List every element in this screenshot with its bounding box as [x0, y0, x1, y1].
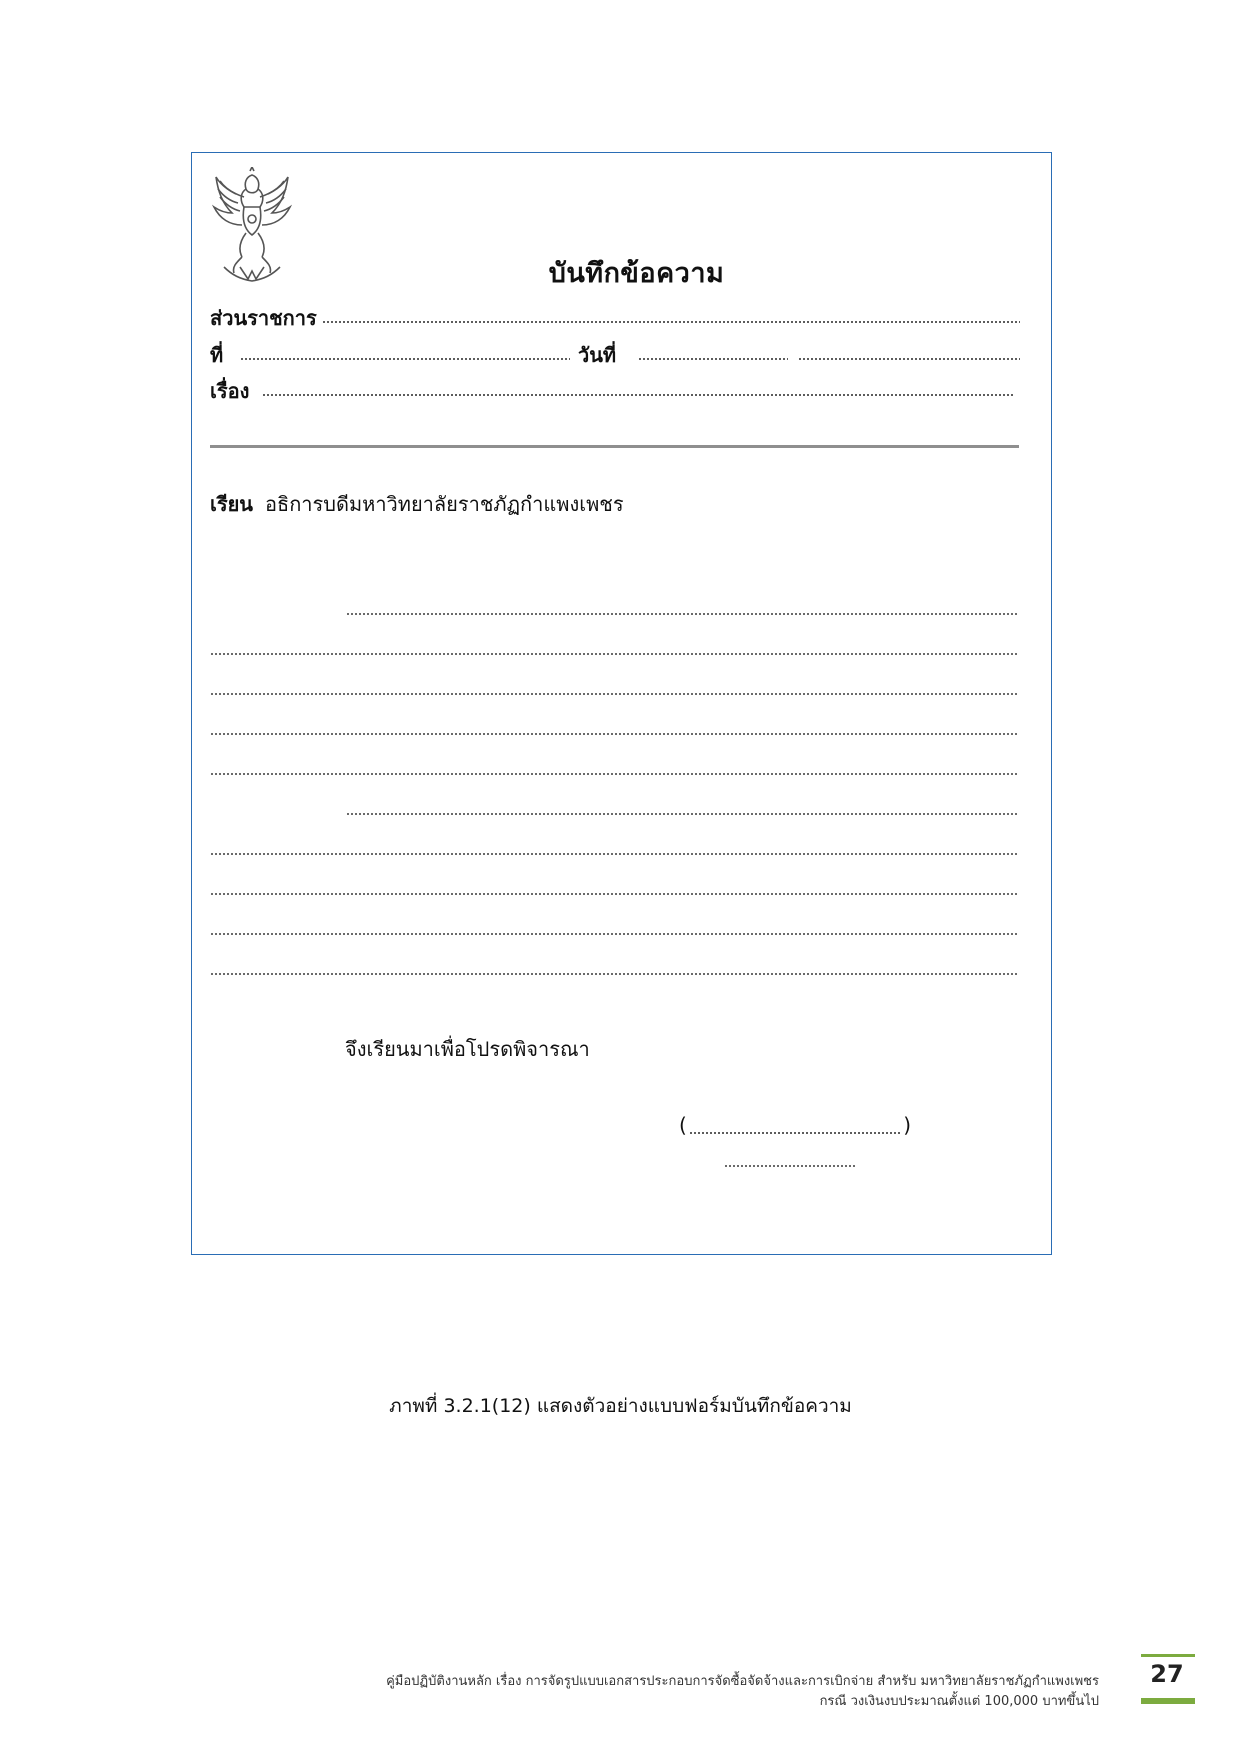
- department-label: ส่วนราชการ: [210, 306, 317, 330]
- subject-row: [210, 375, 1015, 405]
- salutation-label: เรียน: [210, 492, 253, 516]
- body-dotted-line: [210, 933, 1019, 935]
- page-footer: [386, 1672, 1099, 1712]
- position-dotted-line: [724, 1165, 856, 1167]
- header-separator: [210, 445, 1019, 448]
- number-dotted-line: [240, 358, 570, 360]
- page-number: 27: [1150, 1660, 1184, 1688]
- recipient-text: อธิการบดีมหาวิทยาลัยราชภัฏกำแพงเพชร: [264, 492, 624, 516]
- memo-title: บันทึกข้อความ: [548, 258, 725, 289]
- body-dotted-line: [346, 813, 1019, 815]
- signature-dotted-line: [689, 1132, 901, 1134]
- body-dotted-line: [346, 613, 1019, 615]
- date-dotted-line-2: [798, 358, 1020, 360]
- number-date-row: [210, 339, 1020, 369]
- subject-dotted-line: [262, 394, 1015, 396]
- subject-label: เรื่อง: [210, 379, 250, 403]
- footer-line-2: กรณี วงเงินงบประมาณตั้งแต่ 100,000 บาทขึ้นไป: [819, 1694, 1099, 1709]
- department-dotted-line: [322, 321, 1020, 323]
- page-number-accent-top: [1141, 1654, 1195, 1657]
- number-label: ที่: [210, 343, 224, 367]
- body-dotted-line: [210, 893, 1019, 895]
- body-dotted-line: [210, 973, 1019, 975]
- body-dotted-line: [210, 773, 1019, 775]
- memo-form-frame: [191, 152, 1052, 1255]
- page-number-accent-bottom: [1141, 1698, 1195, 1704]
- body-dotted-line: [210, 653, 1019, 655]
- signature-close-paren: ): [903, 1113, 911, 1137]
- date-dotted-line-1: [638, 358, 788, 360]
- body-dotted-line: [210, 853, 1019, 855]
- body-dotted-line: [210, 733, 1019, 735]
- figure-caption: ภาพที่ 3.2.1(12) แสดงตัวอย่างแบบฟอร์มบันทึกข้อความ: [389, 1395, 852, 1417]
- salutation-row: [210, 488, 624, 520]
- footer-line-1: คู่มือปฏิบัติงานหลัก เรื่อง การจัดรูปแบบเอกสารประกอบการจัดซื้อจัดจ้างและการเบิกจ่าย สำหรับ มหาวิทยาลัยราชภัฏกำแพงเพชร: [386, 1674, 1099, 1689]
- department-row: [210, 302, 1020, 332]
- signature-open-paren: (: [679, 1113, 687, 1137]
- body-dotted-line: [210, 693, 1019, 695]
- date-label: วันที่: [578, 343, 617, 367]
- closing-text: จึงเรียนมาเพื่อโปรดพิจารณา: [345, 1037, 590, 1061]
- signature-name-field: [679, 1113, 911, 1143]
